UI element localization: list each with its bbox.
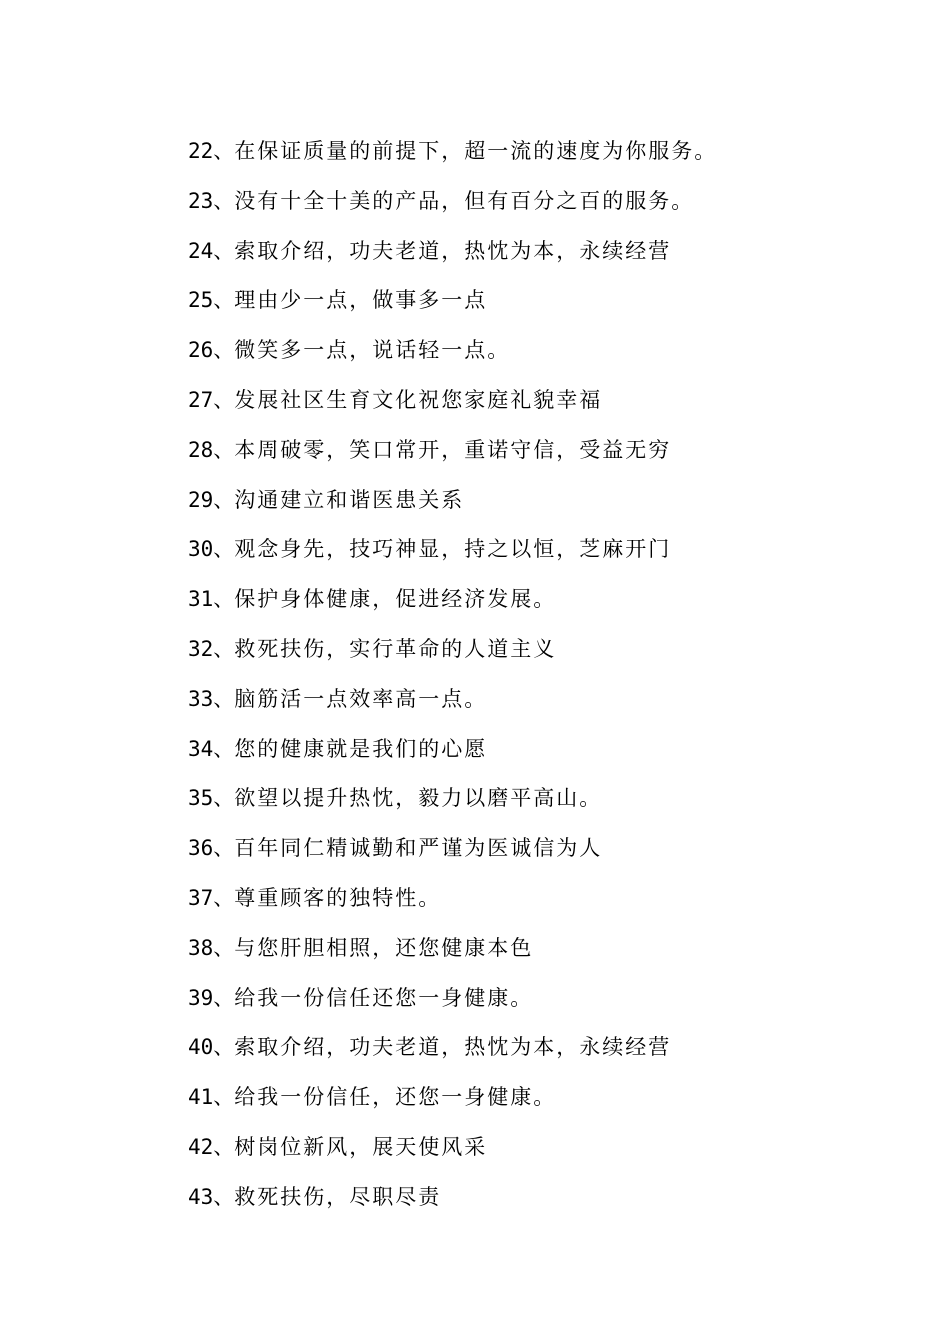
item-number: 28、 [188,437,235,462]
list-item [188,831,888,881]
list-item [188,184,888,234]
list-item [188,732,888,782]
item-number: 38、 [188,935,235,960]
item-text: 与您肝胆相照，还您健康本色 [234,935,534,960]
list-item [188,383,888,433]
list-item [188,532,888,582]
item-number: 42、 [188,1134,235,1159]
item-text: 没有十全十美的产品，但有百分之百的服务。 [234,188,695,213]
list-item [188,682,888,732]
item-text: 观念身先，技巧神显，持之以恒，芝麻开门 [234,537,672,562]
item-number: 41、 [188,1085,235,1110]
item-number: 31、 [188,587,235,612]
item-text: 微笑多一点，说话轻一点。 [234,338,511,363]
item-text: 树岗位新风，展天使风采 [234,1134,488,1159]
list-item [188,1030,888,1080]
list-item [188,1130,888,1180]
list-item [188,1180,888,1230]
item-number: 33、 [188,686,235,711]
item-number: 27、 [188,387,235,412]
item-text: 欲望以提升热忱，毅力以磨平高山。 [234,786,603,811]
item-text: 理由少一点，做事多一点 [234,288,488,313]
item-text: 给我一份信任还您一身健康。 [234,985,534,1010]
item-text: 给我一份信任，还您一身健康。 [234,1085,557,1110]
item-number: 23、 [188,188,235,213]
item-number: 43、 [188,1184,235,1209]
item-number: 22、 [188,139,235,163]
list-item [188,283,888,333]
item-number: 37、 [188,885,235,910]
list-item [188,483,888,533]
item-text: 百年同仁精诚勤和严谨为医诚信为人 [234,836,603,861]
item-number: 24、 [188,238,235,263]
item-text: 沟通建立和谐医患关系 [234,487,465,512]
item-number: 32、 [188,636,235,661]
list-item [188,632,888,682]
list-item [188,931,888,981]
list-item [188,433,888,483]
item-number: 34、 [188,736,235,761]
list-item [188,333,888,383]
item-number: 39、 [188,985,235,1010]
item-text: 保护身体健康，促进经济发展。 [234,587,557,612]
item-number: 25、 [188,288,235,313]
list-item [188,134,888,184]
item-number: 26、 [188,338,235,363]
item-text: 本周破零，笑口常开，重诺守信，受益无穷 [234,437,672,462]
list-item [188,981,888,1031]
list-item [188,582,888,632]
list-item [188,1080,888,1130]
item-number: 36、 [188,836,235,861]
item-text: 索取介绍，功夫老道，热忱为本，永续经营 [234,238,672,263]
list-item [188,234,888,284]
item-number: 35、 [188,786,235,811]
item-text: 救死扶伤，实行革命的人道主义 [234,636,557,661]
item-number: 30、 [188,537,235,562]
item-text: 发展社区生育文化祝您家庭礼貌幸福 [234,387,603,412]
item-text: 索取介绍，功夫老道，热忱为本，永续经营 [234,1035,672,1060]
item-text: 救死扶伤，尽职尽责 [234,1184,442,1209]
list-item [188,781,888,831]
item-text: 在保证质量的前提下，超一流的速度为你服务。 [234,139,718,163]
item-number: 40、 [188,1035,235,1060]
item-text: 您的健康就是我们的心愿 [234,736,488,761]
item-text: 脑筋活一点效率高一点。 [234,686,488,711]
item-text: 尊重顾客的独特性。 [234,885,442,910]
list-item [188,881,888,931]
item-number: 29、 [188,487,235,512]
slogan-list [188,134,888,1230]
